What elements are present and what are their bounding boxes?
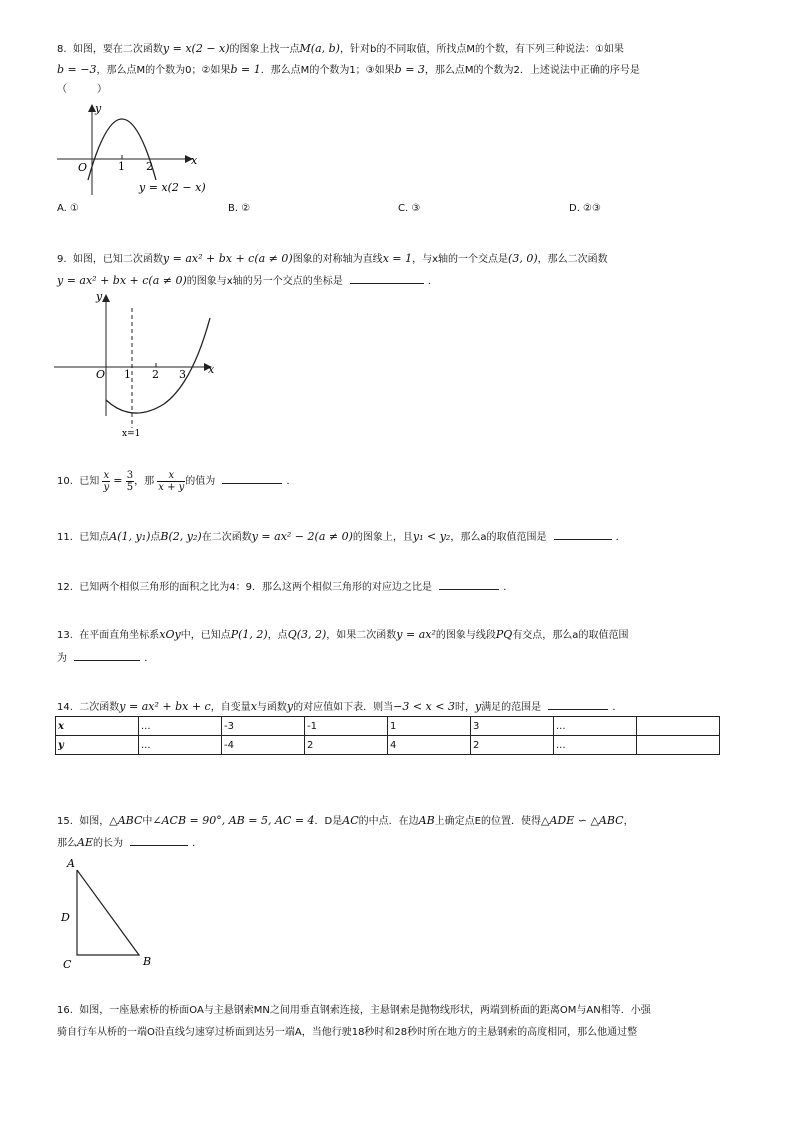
q14-text: 与函数 bbox=[256, 702, 287, 713]
q13-point-p: P(1, 2) bbox=[230, 628, 268, 641]
q9-y-arrow bbox=[102, 294, 110, 302]
q13-line-2 bbox=[57, 650, 154, 666]
q8-number: 8. bbox=[57, 44, 67, 55]
q10-fraction-3: $\frac{x}{x + y}$ bbox=[158, 469, 185, 493]
q15-line-2 bbox=[57, 835, 202, 851]
q15-text: ， bbox=[623, 816, 634, 827]
q8-graph bbox=[55, 100, 215, 200]
q10-fraction-2: $\frac{3}{5}$ bbox=[126, 469, 134, 493]
q8-condition-1: b = −3 bbox=[57, 63, 97, 76]
q12-text: 已知两个相似三角形的面积之比为4：9．那么这两个相似三角形的对应边之比是 bbox=[79, 582, 432, 593]
q12-end: ． bbox=[503, 582, 514, 593]
q11-end: ． bbox=[615, 532, 626, 543]
q10-line bbox=[57, 469, 296, 494]
q14-text: 的对应值如下表．则当 bbox=[293, 702, 394, 713]
q10-text: ，那 bbox=[134, 476, 155, 487]
table-cell: 3 bbox=[471, 717, 554, 736]
table-cell: y bbox=[56, 736, 139, 755]
q14-var-y: y bbox=[286, 700, 294, 713]
q8-origin-label: O bbox=[78, 161, 88, 174]
q11-text: 已知点 bbox=[79, 532, 110, 543]
q14-var-x: x bbox=[250, 700, 257, 713]
q8-option-d[interactable]: D. ②③ bbox=[569, 203, 601, 214]
q16-line-1 bbox=[57, 1004, 651, 1018]
q13-point-q: Q(3, 2) bbox=[287, 628, 327, 641]
q9-function-2: y = ax² + bx + c(a ≠ 0) bbox=[57, 274, 187, 287]
q12-line bbox=[57, 579, 513, 595]
q8-tick-label-1: 1 bbox=[118, 160, 125, 173]
q11-answer-blank[interactable] bbox=[554, 529, 612, 540]
table-cell: ... bbox=[139, 717, 222, 736]
q10-end: ． bbox=[286, 476, 297, 487]
q8-option-b[interactable]: B. ② bbox=[228, 203, 251, 214]
q10-text: 的值为 bbox=[185, 476, 216, 487]
q11-text: 的图象上，且 bbox=[352, 532, 413, 543]
q9-y-label: y bbox=[96, 290, 103, 303]
q13-text: ，如果二次函数 bbox=[326, 630, 397, 641]
q15-givens: ∠ACB = 90°, AB = 5, AC = 4 bbox=[152, 814, 315, 827]
table-cell: 2 bbox=[471, 736, 554, 755]
q9-tick-label-3: 3 bbox=[179, 368, 186, 381]
q14-number: 14. bbox=[57, 702, 73, 713]
q11-function: y = ax² − 2(a ≠ 0) bbox=[251, 530, 353, 543]
q15-end: ． bbox=[192, 838, 203, 849]
table-cell: 4 bbox=[388, 736, 471, 755]
q13-end: ． bbox=[144, 653, 155, 664]
q9-axis-eq: x = 1 bbox=[382, 252, 413, 265]
q16-text: 骑自行车从桥的一端O沿直线匀速穿过桥面到达另一端A，当他行驶18秒时和28秒时所在地方的主悬钢索的高度相同，那么他通过整 bbox=[57, 1027, 638, 1038]
q10-number: 10. bbox=[57, 476, 73, 487]
q11-text: ，那么a的取值范围是 bbox=[450, 532, 547, 543]
q9-text: 如图，已知二次函数 bbox=[72, 254, 163, 265]
table-cell bbox=[637, 736, 720, 755]
q14-value-table bbox=[55, 716, 720, 755]
q15-triangle-figure bbox=[55, 855, 175, 975]
q15-similarity: △ADE ∽ △ABC bbox=[540, 814, 624, 827]
q8-x-label: x bbox=[191, 154, 198, 167]
q8-tick-label-2: 2 bbox=[146, 160, 153, 173]
q15-label-b: B bbox=[143, 955, 152, 968]
q9-parabola bbox=[106, 318, 210, 413]
q8-y-label: y bbox=[95, 102, 102, 115]
table-row bbox=[56, 736, 720, 755]
q13-text: 在平面直角坐标系 bbox=[79, 630, 160, 641]
q10-answer-blank[interactable] bbox=[222, 473, 282, 484]
q14-text: 时， bbox=[454, 702, 475, 713]
q11-point-a: A(1, y₁) bbox=[109, 530, 151, 543]
q8-line-1 bbox=[57, 42, 624, 57]
table-cell: ... bbox=[554, 717, 637, 736]
table-cell: 2 bbox=[305, 736, 388, 755]
q13-text: 的图象与线段 bbox=[435, 630, 496, 641]
q9-intersection: (3, 0) bbox=[508, 252, 538, 265]
table-row bbox=[56, 717, 720, 736]
q15-triangle-shape bbox=[77, 870, 139, 955]
q13-segment: PQ bbox=[495, 628, 513, 641]
q15-text: 的中点．在边 bbox=[358, 816, 419, 827]
table-cell: -1 bbox=[305, 717, 388, 736]
table-cell: 1 bbox=[388, 717, 471, 736]
table-cell: ... bbox=[139, 736, 222, 755]
q15-text: 上确定点E的位置．使得 bbox=[434, 816, 541, 827]
q11-line bbox=[57, 529, 626, 545]
q15-text: 的长为 bbox=[92, 838, 123, 849]
q14-answer-blank[interactable] bbox=[548, 699, 608, 710]
q9-number: 9. bbox=[57, 254, 67, 265]
table-cell: x bbox=[56, 717, 139, 736]
q10-fraction-1: $\frac{x}{y}$ bbox=[103, 469, 110, 493]
q9-text: 的图象与x轴的另一个交点的坐标是 bbox=[186, 276, 343, 287]
q13-text: ，点 bbox=[267, 630, 288, 641]
q9-origin-label: O bbox=[96, 368, 106, 381]
q9-answer-blank[interactable] bbox=[350, 273, 424, 284]
q9-x-label: x bbox=[208, 363, 215, 376]
q13-text: 为 bbox=[57, 653, 67, 664]
q15-text: 那么 bbox=[57, 838, 77, 849]
q14-line bbox=[57, 699, 622, 715]
q8-answer-paren: （ ） bbox=[57, 84, 107, 95]
q11-text: 点 bbox=[150, 532, 161, 543]
q9-text: 图象的对称轴为直线 bbox=[292, 254, 383, 265]
q9-graph bbox=[52, 288, 222, 438]
q16-text: 如图，一座悬索桥的桥面OA与主悬钢索MN之间用垂直钢索连接，主悬钢索是抛物线形状，两端到桥面的距离OM与AN相等．小强 bbox=[79, 1005, 651, 1016]
table-cell: -3 bbox=[222, 717, 305, 736]
q15-text: ．D是 bbox=[314, 816, 343, 827]
q14-function: y = ax² + bx + c bbox=[119, 700, 211, 713]
q9-line-2 bbox=[57, 273, 438, 289]
q8-option-a[interactable]: A. ① bbox=[57, 203, 79, 214]
q9-end: ． bbox=[427, 276, 438, 287]
q8-condition-2: b = 1 bbox=[230, 63, 261, 76]
q15-side-ab: AB bbox=[418, 814, 435, 827]
q9-text: ，与x轴的一个交点是 bbox=[412, 254, 509, 265]
q15-text: 如图， bbox=[79, 816, 110, 827]
q12-number: 12. bbox=[57, 582, 73, 593]
q8-option-c[interactable]: C. ③ bbox=[398, 203, 421, 214]
q14-text: 二次函数 bbox=[79, 702, 120, 713]
q15-line-1 bbox=[57, 814, 634, 829]
q15-side-ac: AC bbox=[342, 814, 359, 827]
q11-condition: y₁ < y₂ bbox=[412, 530, 451, 543]
q15-label-d: D bbox=[61, 911, 70, 924]
q12-answer-blank[interactable] bbox=[439, 579, 499, 590]
q15-text: 中 bbox=[142, 816, 153, 827]
q11-text: 在二次函数 bbox=[201, 532, 252, 543]
q15-triangle: △ABC bbox=[109, 814, 143, 827]
q15-label-c: C bbox=[63, 958, 72, 971]
q16-number: 16. bbox=[57, 1005, 73, 1016]
q16-line-2 bbox=[57, 1026, 637, 1040]
q9-function: y = ax² + bx + c(a ≠ 0) bbox=[162, 252, 293, 265]
table-cell bbox=[637, 717, 720, 736]
q9-text: ，那么二次函数 bbox=[537, 254, 608, 265]
table-cell: ... bbox=[554, 736, 637, 755]
q8-text: ．那么点M的个数为1；③如果 bbox=[260, 65, 395, 76]
q9-axis-label: x=1 bbox=[122, 429, 141, 439]
q8-text: ，那么点M的个数为2．上述说法中正确的序号是 bbox=[424, 65, 640, 76]
q13-plane: xOy bbox=[159, 628, 181, 641]
q13-text: 中，已知点 bbox=[180, 630, 231, 641]
q14-end: ． bbox=[612, 702, 623, 713]
q15-number: 15. bbox=[57, 816, 73, 827]
q8-text: ，那么点M的个数为0；②如果 bbox=[96, 65, 231, 76]
q8-text: ，针对b的不同取值，所找点M的个数，有下列三种说法：①如果 bbox=[339, 44, 624, 55]
q14-text: ，自变量 bbox=[210, 702, 251, 713]
q11-number: 11. bbox=[57, 532, 73, 543]
q8-function-label: y = x(2 − x) bbox=[139, 181, 206, 194]
q8-point: M(a, b) bbox=[299, 42, 340, 55]
q13-number: 13. bbox=[57, 630, 73, 641]
q9-line-1 bbox=[57, 252, 608, 267]
q10-text: 已知 bbox=[79, 476, 100, 487]
q14-range: −3 < x < 3 bbox=[393, 700, 455, 713]
q8-text: 如图，要在二次函数 bbox=[72, 44, 163, 55]
table-cell: -4 bbox=[222, 736, 305, 755]
q14-var-y2: y bbox=[474, 700, 482, 713]
q8-condition-3: b = 3 bbox=[394, 63, 425, 76]
q15-segment-ae: AE bbox=[77, 836, 93, 849]
q14-text: 满足的范围是 bbox=[481, 702, 542, 713]
q8-function: y = x(2 − x) bbox=[162, 42, 230, 55]
q10-equals: = bbox=[113, 474, 123, 487]
q8-line-2 bbox=[57, 63, 640, 78]
q13-answer-blank[interactable] bbox=[74, 650, 140, 661]
q13-text: 有交点，那么a的取值范围 bbox=[512, 630, 629, 641]
q13-line-1 bbox=[57, 628, 628, 643]
q11-point-b: B(2, y₂) bbox=[160, 530, 202, 543]
q15-answer-blank[interactable] bbox=[130, 835, 188, 846]
q8-text: 的图象上找一点 bbox=[229, 44, 300, 55]
q9-tick-label-1: 1 bbox=[124, 368, 131, 381]
q9-tick-label-2: 2 bbox=[152, 368, 159, 381]
q15-label-a: A bbox=[67, 857, 75, 870]
q13-function: y = ax² bbox=[396, 628, 436, 641]
